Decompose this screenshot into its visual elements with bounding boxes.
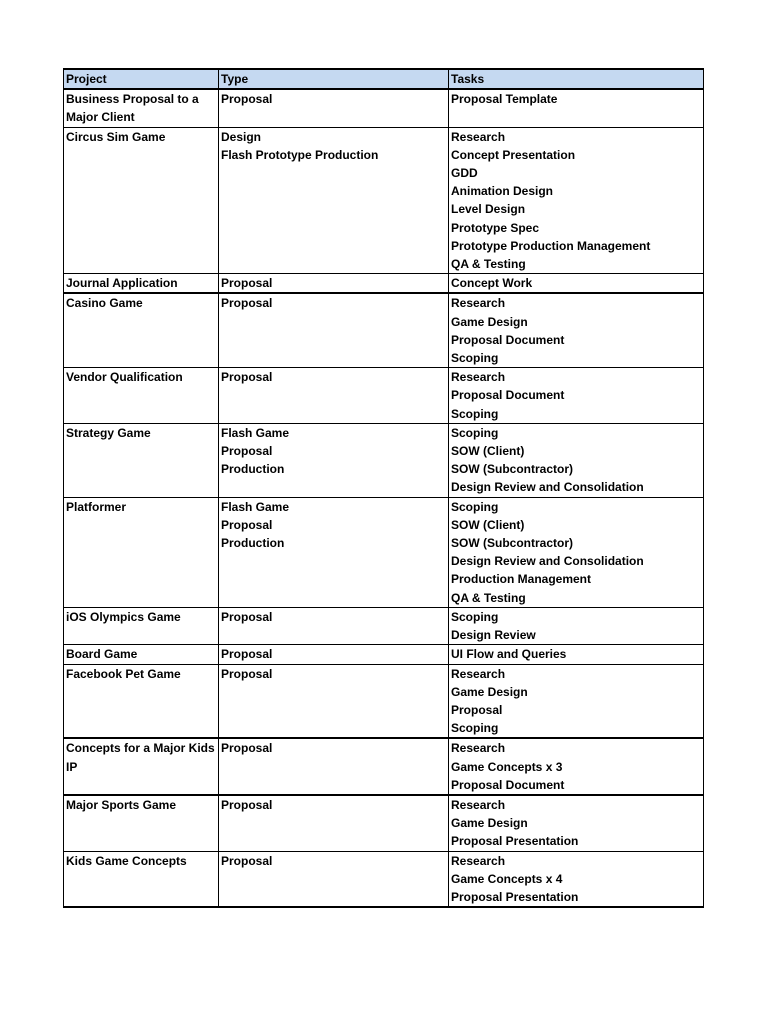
- cell-tasks: [449, 293, 704, 367]
- type-line: Proposal: [221, 92, 273, 107]
- task-line: Level Design: [451, 202, 526, 217]
- task-line: Proposal Presentation: [451, 834, 579, 849]
- type-line: Proposal: [221, 647, 273, 662]
- cell-project: [64, 664, 219, 738]
- task-line: Scoping: [451, 499, 499, 514]
- cell-tasks: [449, 368, 704, 424]
- task-line: QA & Testing: [451, 257, 526, 272]
- task-line: Proposal Presentation: [451, 889, 579, 904]
- type-line: Proposal: [221, 797, 273, 812]
- cell-tasks: [449, 497, 704, 607]
- table-row: [64, 89, 704, 127]
- task-line: Concept Presentation: [451, 147, 576, 162]
- project-name: Facebook Pet Game: [66, 666, 181, 681]
- type-line: Production: [221, 536, 285, 551]
- type-line: Flash Prototype Production: [221, 147, 379, 162]
- project-name: Circus Sim Game: [66, 129, 166, 144]
- task-line: UI Flow and Queries: [451, 647, 567, 662]
- task-line: Prototype Production Management: [451, 238, 651, 253]
- task-line: SOW (Client): [451, 444, 525, 459]
- project-name: iOS Olympics Game: [66, 609, 181, 624]
- task-line: SOW (Subcontractor): [451, 536, 573, 551]
- table-row: [64, 274, 704, 294]
- task-line: GDD: [451, 166, 478, 181]
- header-tasks: Tasks: [449, 69, 704, 89]
- cell-tasks: [449, 89, 704, 127]
- cell-project: [64, 738, 219, 795]
- cell-project: [64, 89, 219, 127]
- task-line: SOW (Subcontractor): [451, 462, 573, 477]
- table-row: [64, 664, 704, 738]
- task-line: Design Review: [451, 628, 536, 643]
- cell-type: [219, 664, 449, 738]
- project-name: Strategy Game: [66, 425, 151, 440]
- cell-project: [64, 497, 219, 607]
- table-row: [64, 423, 704, 497]
- header-project: Project: [64, 69, 219, 89]
- task-line: Scoping: [451, 721, 499, 736]
- project-name: Platformer: [66, 499, 127, 514]
- task-line: Research: [451, 741, 506, 756]
- task-line: Design Review and Consolidation: [451, 554, 644, 569]
- project-name: Board Game: [66, 647, 138, 662]
- cell-type: [219, 738, 449, 795]
- cell-tasks: [449, 738, 704, 795]
- table-row: [64, 851, 704, 907]
- cell-project: [64, 127, 219, 274]
- project-name: Casino Game: [66, 296, 143, 311]
- task-line: QA & Testing: [451, 590, 526, 605]
- cell-tasks: [449, 645, 704, 664]
- cell-project: [64, 607, 219, 644]
- project-name: Kids Game Concepts: [66, 853, 187, 868]
- table-row: [64, 368, 704, 424]
- task-line: Game Concepts x 4: [451, 871, 563, 886]
- project-name: Journal Application: [66, 276, 178, 291]
- task-line: Research: [451, 129, 506, 144]
- task-line: Prototype Spec: [451, 220, 540, 235]
- task-line: Concept Work: [451, 276, 533, 291]
- task-line: Scoping: [451, 406, 499, 421]
- cell-project: [64, 795, 219, 851]
- task-line: Animation Design: [451, 184, 554, 199]
- type-line: Production: [221, 462, 285, 477]
- task-line: Proposal Document: [451, 388, 565, 403]
- cell-type: [219, 89, 449, 127]
- table-row: [64, 127, 704, 274]
- task-line: Game Design: [451, 314, 528, 329]
- task-line: Research: [451, 797, 506, 812]
- task-line: Design Review and Consolidation: [451, 480, 644, 495]
- task-line: Game Design: [451, 816, 528, 831]
- type-line: Proposal: [221, 370, 273, 385]
- project-table: [63, 68, 704, 908]
- cell-tasks: [449, 607, 704, 644]
- table-row: [64, 293, 704, 367]
- task-line: Research: [451, 666, 506, 681]
- task-line: Research: [451, 296, 506, 311]
- task-line: Proposal Document: [451, 777, 565, 792]
- project-name: Concepts for a Major Kids IP: [66, 741, 215, 774]
- cell-type: [219, 274, 449, 294]
- type-line: Flash Game: [221, 499, 290, 514]
- cell-tasks: [449, 851, 704, 907]
- cell-type: [219, 607, 449, 644]
- type-line: Proposal: [221, 666, 273, 681]
- cell-type: [219, 645, 449, 664]
- cell-project: [64, 293, 219, 367]
- cell-type: [219, 497, 449, 607]
- type-line: Proposal: [221, 853, 273, 868]
- cell-project: [64, 274, 219, 294]
- table-row: [64, 497, 704, 607]
- task-line: Scoping: [451, 351, 499, 366]
- cell-type: [219, 127, 449, 274]
- cell-type: [219, 795, 449, 851]
- cell-tasks: [449, 795, 704, 851]
- cell-project: [64, 423, 219, 497]
- table-row: [64, 738, 704, 795]
- task-line: Scoping: [451, 425, 499, 440]
- cell-project: [64, 368, 219, 424]
- task-line: Proposal Document: [451, 332, 565, 347]
- task-line: Production Management: [451, 572, 592, 587]
- task-line: Scoping: [451, 609, 499, 624]
- project-name: Business Proposal to a Major Client: [66, 92, 199, 125]
- cell-tasks: [449, 423, 704, 497]
- cell-project: [64, 851, 219, 907]
- task-line: Research: [451, 370, 506, 385]
- type-line: Proposal: [221, 296, 273, 311]
- table-row: [64, 795, 704, 851]
- cell-tasks: [449, 274, 704, 294]
- cell-type: [219, 293, 449, 367]
- task-line: Proposal: [451, 702, 503, 717]
- table-row: [64, 607, 704, 644]
- type-line: Proposal: [221, 609, 273, 624]
- project-name: Major Sports Game: [66, 797, 177, 812]
- project-name: Vendor Qualification: [66, 370, 183, 385]
- type-line: Proposal: [221, 276, 273, 291]
- type-line: Proposal: [221, 517, 273, 532]
- type-line: Proposal: [221, 444, 273, 459]
- header-type: Type: [219, 69, 449, 89]
- task-line: Research: [451, 853, 506, 868]
- cell-type: [219, 368, 449, 424]
- header-row: [64, 69, 704, 89]
- type-line: Design: [221, 129, 262, 144]
- table-row: [64, 645, 704, 664]
- task-line: Game Concepts x 3: [451, 759, 563, 774]
- cell-tasks: [449, 664, 704, 738]
- type-line: Proposal: [221, 741, 273, 756]
- task-line: Proposal Template: [451, 92, 558, 107]
- cell-tasks: [449, 127, 704, 274]
- task-line: Game Design: [451, 684, 528, 699]
- task-line: SOW (Client): [451, 517, 525, 532]
- cell-project: [64, 645, 219, 664]
- cell-type: [219, 851, 449, 907]
- type-line: Flash Game: [221, 425, 290, 440]
- cell-type: [219, 423, 449, 497]
